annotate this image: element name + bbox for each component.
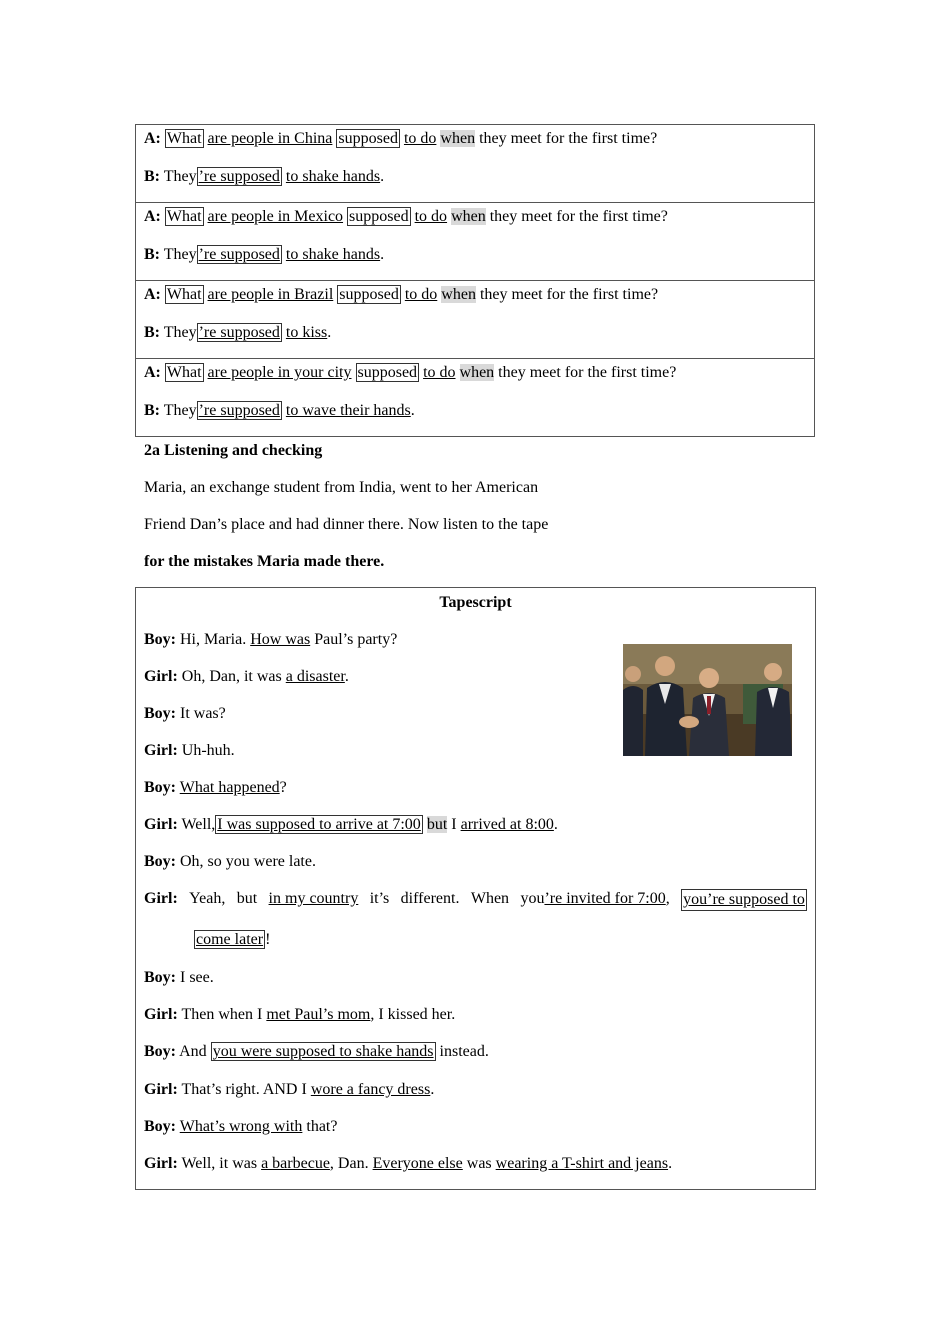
underlined-phrase: to do bbox=[423, 364, 456, 381]
question-line bbox=[144, 130, 806, 148]
boxed-word: What bbox=[166, 286, 202, 303]
tapescript-line bbox=[144, 1005, 455, 1025]
punctuation: . bbox=[668, 1155, 673, 1172]
underlined-phrase: How was bbox=[250, 631, 311, 648]
tapescript-line bbox=[144, 1080, 434, 1100]
tapescript-box bbox=[135, 587, 816, 1190]
underlined-phrase: are people in Brazil bbox=[207, 286, 334, 303]
tapescript-line bbox=[144, 1154, 672, 1174]
underlined-phrase: ’re invited for 7:00 bbox=[544, 890, 666, 907]
underlined-phrase: What happened bbox=[179, 779, 280, 796]
section-heading: 2a Listening and checking bbox=[144, 442, 323, 459]
tapescript-line bbox=[144, 852, 316, 872]
underlined-phrase: wore a fancy dress bbox=[310, 1081, 431, 1098]
underlined-phrase: Everyone else bbox=[372, 1155, 463, 1172]
dialogue-table bbox=[135, 124, 815, 437]
answer-line bbox=[144, 168, 806, 186]
line-text: but bbox=[236, 890, 258, 907]
boxed-phrase: ’re supposed bbox=[198, 168, 280, 185]
line-text: When bbox=[470, 890, 510, 907]
underlined-phrase: to wave their hands bbox=[285, 402, 411, 419]
dialogue-row bbox=[136, 203, 815, 281]
speaker-a-label: A: bbox=[144, 130, 161, 147]
tapescript-title: Tapescript bbox=[439, 594, 512, 611]
question-text: they meet for the first time? bbox=[498, 364, 677, 381]
line-text: , Dan. bbox=[329, 1155, 369, 1172]
tapescript-line bbox=[144, 704, 226, 724]
boxed-phrase: you’re supposed to bbox=[681, 889, 807, 911]
speaker-b-label: B: bbox=[144, 402, 160, 419]
handshake-photo bbox=[623, 644, 792, 756]
speaker-label: Boy: bbox=[144, 853, 176, 870]
punctuation: . bbox=[344, 668, 349, 685]
underlined-phrase: a barbecue bbox=[261, 1155, 330, 1172]
photo-image bbox=[623, 644, 792, 756]
boxed-phrase: ’re supposed bbox=[198, 246, 280, 263]
dialogue-cell bbox=[136, 125, 815, 203]
answer-line bbox=[144, 402, 806, 420]
question-text: they meet for the first time? bbox=[479, 130, 658, 147]
speaker-a-label: A: bbox=[144, 286, 161, 303]
tapescript-line bbox=[144, 741, 235, 761]
speaker-label: Girl: bbox=[144, 1155, 178, 1172]
speaker-label: Girl: bbox=[144, 742, 178, 759]
dialogue-row bbox=[136, 125, 815, 203]
tapescript-line bbox=[144, 1117, 337, 1137]
underlined-phrase: are people in Mexico bbox=[207, 208, 344, 225]
line-text: Well, it was bbox=[181, 1155, 258, 1172]
speaker-label: Boy: bbox=[144, 969, 176, 986]
underlined-phrase: to shake hands bbox=[285, 246, 381, 263]
speaker-b-label: B: bbox=[144, 168, 160, 185]
punctuation: ! bbox=[265, 931, 271, 948]
line-text: Hi, Maria. bbox=[180, 631, 247, 648]
question-text: they meet for the first time? bbox=[489, 208, 668, 225]
line-text: Then when I bbox=[181, 1006, 263, 1023]
line-text: Yeah, bbox=[189, 890, 226, 907]
tapescript-line bbox=[144, 815, 558, 835]
underlined-phrase: What’s wrong with bbox=[179, 1118, 303, 1135]
underlined-phrase: to shake hands bbox=[285, 168, 381, 185]
underlined-phrase: a disaster bbox=[285, 668, 345, 685]
boxed-word: supposed bbox=[339, 286, 399, 303]
speaker-a-label: A: bbox=[144, 364, 161, 381]
question-line bbox=[144, 364, 806, 382]
tapescript-line bbox=[144, 630, 397, 650]
speaker-label: Girl: bbox=[144, 890, 178, 907]
line-text: Oh, Dan, it was bbox=[181, 668, 282, 685]
highlighted-word: when bbox=[459, 364, 495, 381]
punctuation: . bbox=[380, 246, 385, 263]
line-text: I see. bbox=[180, 969, 214, 986]
underlined-phrase: to do bbox=[403, 130, 437, 147]
line-text: instead. bbox=[439, 1043, 489, 1060]
line-text: Oh, so you were late. bbox=[180, 853, 316, 870]
punctuation: . bbox=[327, 324, 332, 341]
punctuation: ? bbox=[279, 779, 287, 796]
answer-text: They bbox=[163, 246, 197, 263]
line-text: Paul’s party? bbox=[314, 631, 398, 648]
underlined-phrase: to do bbox=[404, 286, 438, 303]
boxed-word: supposed bbox=[338, 130, 398, 147]
underlined-phrase: are people in your city bbox=[207, 364, 352, 381]
line-text: That’s right. AND I bbox=[181, 1081, 307, 1098]
punctuation: . bbox=[430, 1081, 435, 1098]
speaker-label: Boy: bbox=[144, 705, 176, 722]
intro-line: for the mistakes Maria made there. bbox=[144, 553, 385, 570]
dialogue-row bbox=[136, 359, 815, 437]
boxed-word: supposed bbox=[357, 364, 418, 381]
speaker-label: Girl: bbox=[144, 1081, 178, 1098]
line-text: you bbox=[520, 890, 545, 907]
dialogue-row bbox=[136, 281, 815, 359]
speaker-b-label: B: bbox=[144, 246, 160, 263]
boxed-word: What bbox=[166, 130, 202, 147]
tapescript-line bbox=[144, 778, 287, 798]
speaker-label: Boy: bbox=[144, 1118, 176, 1135]
line-text: It was? bbox=[180, 705, 226, 722]
highlighted-word: but bbox=[426, 816, 448, 833]
tapescript-line bbox=[144, 667, 349, 687]
highlighted-word: when bbox=[440, 130, 476, 147]
punctuation: . bbox=[380, 168, 385, 185]
punctuation: . bbox=[553, 816, 558, 833]
boxed-word: What bbox=[166, 208, 202, 225]
boxed-phrase: come later bbox=[196, 931, 264, 948]
question-text: they meet for the first time? bbox=[479, 286, 659, 303]
boxed-phrase: you were supposed to shake hands bbox=[212, 1043, 434, 1060]
intro-line: Maria, an exchange student from India, went to her American bbox=[144, 479, 539, 496]
line-text: Well, bbox=[181, 816, 216, 833]
dialogue-cell bbox=[136, 281, 815, 359]
boxed-word: supposed bbox=[349, 208, 409, 225]
answer-text: They bbox=[163, 168, 197, 185]
underlined-phrase: arrived at 8:00 bbox=[460, 816, 554, 833]
speaker-label: Boy: bbox=[144, 1043, 176, 1060]
underlined-phrase: to do bbox=[414, 208, 448, 225]
underlined-phrase: to kiss bbox=[285, 324, 328, 341]
answer-text: They bbox=[163, 402, 197, 419]
underlined-phrase: in my country bbox=[268, 890, 359, 907]
tapescript-line-continued bbox=[194, 930, 270, 950]
speaker-label: Girl: bbox=[144, 1006, 178, 1023]
answer-text: They bbox=[163, 324, 197, 341]
speaker-label: Boy: bbox=[144, 631, 176, 648]
underlined-phrase: are people in China bbox=[207, 130, 333, 147]
line-text: , I kissed her. bbox=[370, 1006, 456, 1023]
speaker-label: Girl: bbox=[144, 668, 178, 685]
boxed-phrase: ’re supposed bbox=[198, 324, 280, 341]
answer-line bbox=[144, 324, 806, 342]
boxed-phrase: ’re supposed bbox=[198, 402, 280, 419]
line-text: And bbox=[179, 1043, 207, 1060]
boxed-phrase: I was supposed to arrive at 7:00 bbox=[217, 816, 421, 833]
highlighted-word: when bbox=[451, 208, 486, 225]
underlined-phrase: met Paul’s mom bbox=[266, 1006, 371, 1023]
dialogue-cell bbox=[136, 359, 815, 437]
boxed-word: What bbox=[166, 364, 202, 381]
speaker-label: Boy: bbox=[144, 779, 176, 796]
dialogue-cell bbox=[136, 203, 815, 281]
line-text: I bbox=[451, 816, 457, 833]
intro-line: Friend Dan’s place and had dinner there. Now listen to the tape bbox=[144, 516, 549, 533]
line-text: different. bbox=[400, 890, 460, 907]
tapescript-line bbox=[144, 968, 214, 988]
speaker-b-label: B: bbox=[144, 324, 160, 341]
punctuation: , bbox=[665, 890, 670, 907]
speaker-a-label: A: bbox=[144, 208, 161, 225]
question-line bbox=[144, 286, 806, 304]
line-text: was bbox=[466, 1155, 492, 1172]
line-text: it’s bbox=[369, 890, 390, 907]
line-text: Uh-huh. bbox=[181, 742, 235, 759]
highlighted-word: when bbox=[441, 286, 476, 303]
punctuation: . bbox=[410, 402, 415, 419]
answer-line bbox=[144, 246, 806, 264]
tapescript-line bbox=[144, 1042, 489, 1062]
underlined-phrase: wearing a T-shirt and jeans bbox=[495, 1155, 669, 1172]
speaker-label: Girl: bbox=[144, 816, 178, 833]
line-text: that? bbox=[306, 1118, 338, 1135]
tapescript-line bbox=[144, 889, 807, 911]
question-line bbox=[144, 208, 806, 226]
